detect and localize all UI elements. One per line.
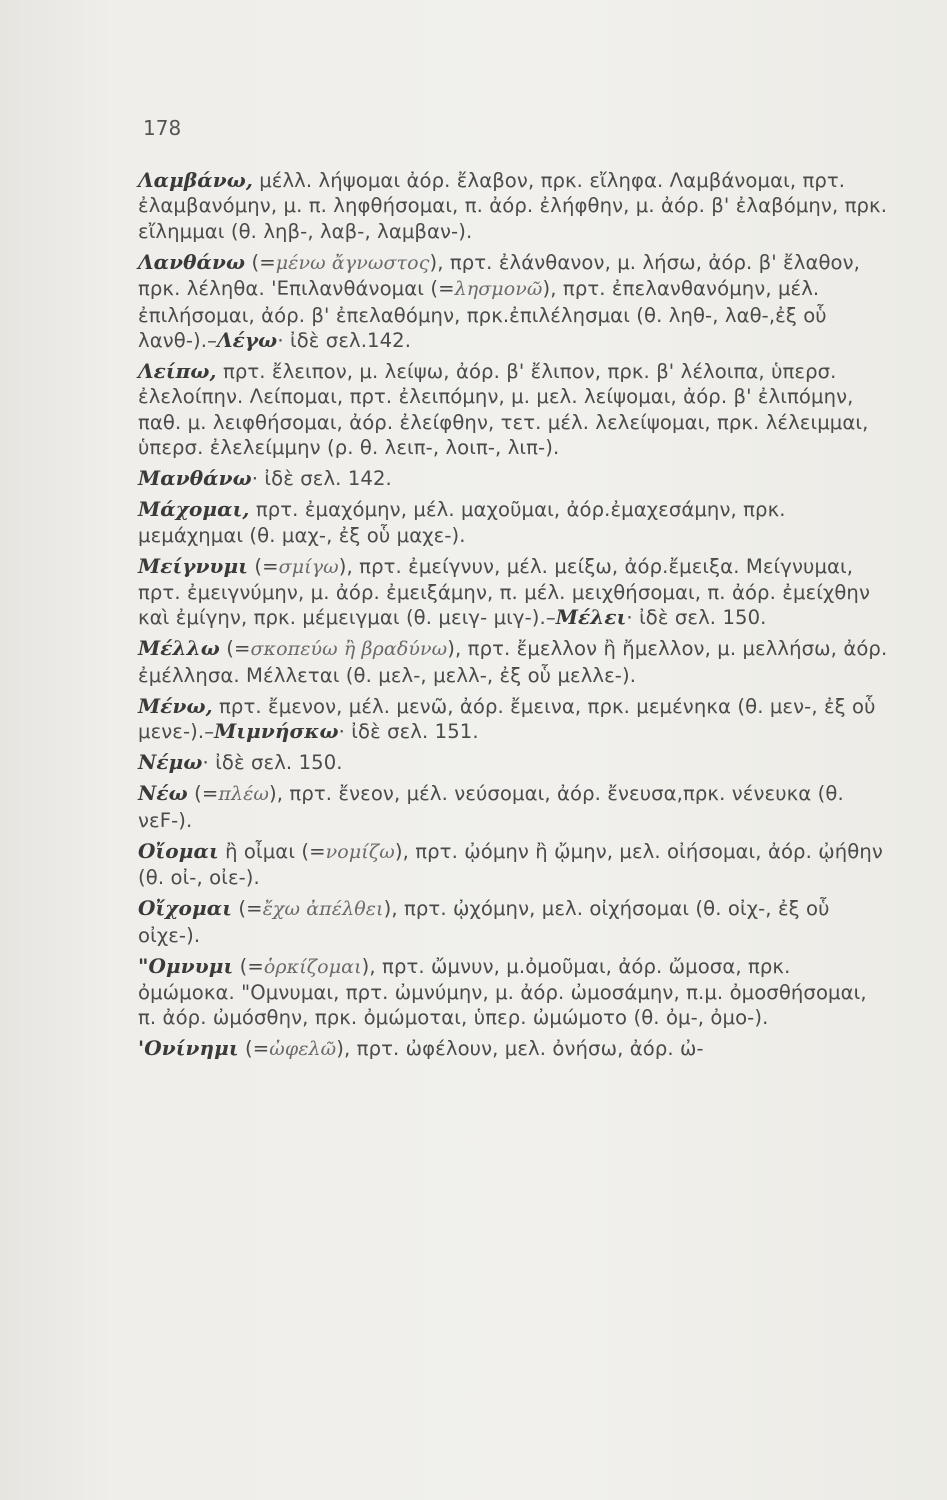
entry-text: πρτ. ἐμαχόμην, μέλ. μαχοῦμαι, ἀόρ.ἐμαχεσάμην, πρκ. μεμάχημαι (θ. μαχ-, ἐξ οὗ μαχε-).: [138, 498, 786, 547]
entry-text: (=: [248, 554, 279, 578]
headword: "Ομνυμι: [138, 953, 234, 978]
gloss: ὠφελῶ: [269, 1038, 337, 1061]
headword: Μέλλω: [138, 636, 220, 661]
headword: Λανθάνω: [138, 249, 246, 274]
headword: Οἴομαι: [138, 838, 219, 863]
entry-mello: [138, 636, 888, 688]
entry-oiomai: [138, 839, 888, 891]
entry-text: (=: [232, 897, 263, 921]
entry-text: ), πρτ. ᾠχόμην, μελ. οἰχήσομαι (θ. οἰχ-, ἐξ οὗ οἰχε-).: [138, 897, 830, 947]
entry-text: πρτ. ἔλειπον, μ. λείψω, ἀόρ. β' ἔλιπον, πρκ. β' λέλοιπα, ὑπερσ. ἐλελοίπην. Λείπομαι, πρτ. ἐλειπόμην, μ. μελ. λείψομαι, ἀόρ. β' ἐλιπόμην, παθ. μ. λειφθήσομαι, ἀόρ. ἐλείφθην, τετ. μέλ. λελείψομαι, πρκ. λέλειμμαι, ὑπερσ. ἐλελείμμην (ρ. θ. λειπ-, λοιπ-, λιπ-).: [138, 360, 869, 460]
entry-text: (=: [238, 1037, 270, 1061]
entry-lambano: [138, 168, 888, 244]
gloss: ἔχω ἀπέλθει: [262, 898, 384, 921]
entry-text: (=: [219, 637, 251, 661]
headword: Λέγω: [216, 328, 278, 353]
headword: Μένω,: [138, 693, 213, 718]
gloss: σμίγω: [278, 555, 339, 578]
entry-oninemi: [138, 1036, 888, 1062]
entry-text: ), πρτ. ᾠόμην ἢ ᾤμην, μελ. οἰήσομαι, ἀόρ. ᾠήθην (θ. οἰ-, οἰε-).: [138, 839, 883, 890]
entry-neo: [138, 781, 888, 833]
entry-text: ἢ οἶμαι (=: [218, 839, 326, 863]
entry-text: ), πρτ. ἐμείγνυν, μέλ. μείξω, ἀόρ.ἔμειξα. Μείγνυμαι, πρτ. ἐμειγνύμην, μ. ἀόρ. ἐμειξάμην, π. μέλ. μειχθήσομαι, π. ἀόρ. ἐμείχθην καὶ ἐμίγην, πρκ. μέμειγμαι (θ. μειγ- μιγ-).–: [138, 554, 871, 630]
gloss: μένω ἄγνωστος: [275, 251, 430, 274]
entry-text: ), πρτ. ὤμνυν, μ.ὀμοῦμαι, ἀόρ. ὤμοσα, πρκ. ὀμώμοκα. "Ομνυμαι, πρτ. ὠμνύμην, μ. ἀόρ. ὠμοσάμην, π.μ. ὀμοσθήσομαι, π. ἀόρ. ὠμόσθην, πρκ. ὀμώμοται, ὑπερ. ὠμώμοτο (θ. ὀμ-, ὀμο-).: [138, 954, 867, 1030]
entry-text: ), πρτ. ἔμελλον ἢ ἤμελλον, μ. μελλήσω, ἀόρ. ἐμέλλησα. Μέλλεται (θ. μελ-, μελλ-, ἐξ οὗ μελλε-).: [138, 637, 888, 687]
headword: Μάχομαι,: [138, 497, 250, 522]
entry-meno: [138, 694, 888, 745]
gloss: νομίζω: [325, 840, 395, 863]
entry-text: · ἰδὲ σελ. 150.: [626, 606, 767, 630]
headword: Μιμνήσκω: [214, 719, 339, 744]
gloss: πλέω: [218, 783, 270, 806]
page-number: 178: [143, 116, 182, 140]
entry-text: · ἰδὲ σελ.142.: [277, 329, 412, 353]
entry-text: (=: [233, 954, 264, 978]
entry-text: (=: [245, 250, 276, 274]
entry-oichomai: [138, 896, 888, 948]
entry-machomai: [138, 497, 888, 548]
headword: Νέμω: [138, 750, 203, 775]
headword: Μανθάνω: [138, 466, 252, 491]
entry-lanthano: [138, 250, 888, 354]
entry-omnymi: [138, 954, 888, 1031]
entry-manthano: [138, 466, 888, 491]
headword: Λαμβάνω,: [138, 168, 253, 192]
headword: Λείπω,: [138, 359, 217, 384]
entry-text: ), πρτ. ἔνεον, μέλ. νεύσομαι, ἀόρ. ἔνευσα,πρκ. νένευκα (θ. νεϜ-).: [138, 782, 844, 832]
headword: Μείγνυμι: [138, 553, 249, 578]
entry-meignymi: [138, 554, 888, 631]
entry-nemo: [138, 750, 888, 775]
entry-text: (=: [187, 782, 219, 806]
headword: Οἴχομαι: [138, 896, 233, 921]
entry-text: ), πρτ. ὠφέλουν, μελ. ὀνήσω, ἀόρ. ὠ-: [336, 1037, 704, 1061]
headword: Μέλει: [555, 605, 627, 630]
gloss: ὁρκίζομαι: [263, 955, 362, 978]
dictionary-text: [138, 168, 888, 1068]
entry-text: πρτ. ἔμενον, μέλ. μενῶ, ἀόρ. ἔμεινα, πρκ. μεμένηκα (θ. μεν-, ἐξ οὗ μενε-).–: [138, 694, 876, 744]
entry-text: ), πρτ. ἐλάνθανον, μ. λήσω, ἀόρ. β' ἔλαθον, πρκ. λέληθα. 'Επιλανθάνομαι (=: [138, 250, 861, 301]
headword: Νέω: [138, 781, 188, 806]
headword: 'Ονίνημι: [138, 1036, 239, 1061]
entry-text: · ἰδὲ σελ. 150.: [202, 751, 343, 775]
entry-text: ), πρτ. ἐπελανθανόμην, μέλ. ἐπιλήσομαι, ἀόρ. β' ἐπελαθόμην, πρκ.ἐπιλέλησμαι (θ. ληθ-, λαθ-,ἐξ οὗ λανθ-).–: [138, 277, 827, 353]
entry-text: · ἰδὲ σελ. 142.: [251, 467, 392, 491]
entry-text: · ἰδὲ σελ. 151.: [338, 720, 479, 744]
gloss: σκοπεύω ἢ βραδύνω: [250, 638, 448, 661]
entry-leipo: [138, 359, 888, 461]
entry-text: μέλλ. λήψομαι ἀόρ. ἔλαβον, πρκ. εἴληφα. Λαμβάνομαι, πρτ. ἐλαμβανόμην, μ. π. ληφθήσομαι, π. ἀόρ. ἐλήφθην, μ. ἀόρ. β' ἐλαβόμην, πρκ. εἴλημμαι (θ. ληβ-, λαβ-, λαμβαν-).: [138, 169, 888, 243]
gloss: λησμονῶ: [454, 278, 543, 301]
